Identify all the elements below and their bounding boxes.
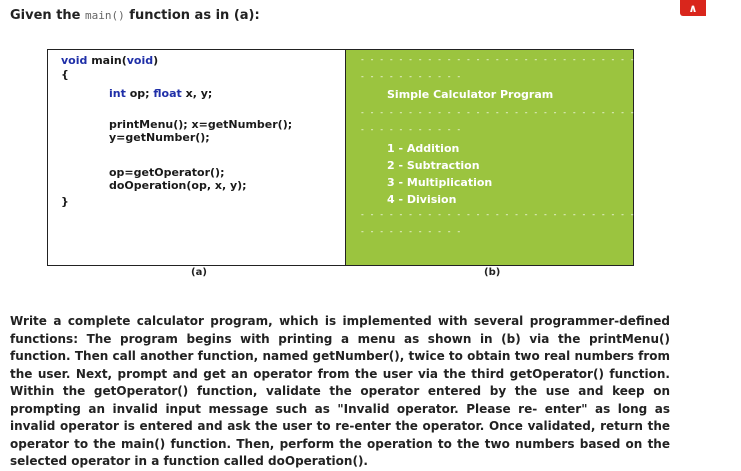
code-line-decl: int op; float x, y; — [109, 87, 213, 100]
code-close-brace: } — [61, 195, 69, 208]
heading-code: main() — [85, 9, 125, 22]
heading-suffix: function as in (a): — [124, 8, 260, 23]
menu-item-3: 3 - Multiplication — [387, 176, 493, 189]
dash-line-6: - - - - - - - - - - - — [360, 227, 462, 236]
code-panel — [47, 49, 346, 266]
dash-line-1: - - - - - - - - - - - - - - - - - - - - - - - - - - - - - - - - - - - - - - - - — [360, 55, 741, 64]
menu-item-4: 4 - Division — [387, 193, 457, 206]
menu-panel — [345, 49, 741, 266]
dash-line-5: - - - - - - - - - - - - - - - - - - - - - - - - - - - - - - - - - - - - - - - - — [360, 210, 741, 219]
heading-prefix: Given the — [10, 8, 86, 23]
dash-line-4: - - - - - - - - - - - — [360, 125, 462, 134]
caption-b: (b) — [484, 267, 501, 278]
pdf-icon[interactable]: ∧ — [680, 0, 706, 16]
code-open-brace: { — [61, 68, 69, 81]
code-line-call4: doOperation(op, x, y); — [109, 179, 247, 192]
dash-line-2: - - - - - - - - - - - — [360, 72, 462, 81]
code-line-call3: op=getOperator(); — [109, 166, 225, 179]
menu-item-1: 1 - Addition — [387, 142, 460, 155]
code-line-call1: printMenu(); x=getNumber(); — [109, 118, 293, 131]
menu-title: Simple Calculator Program — [387, 88, 554, 101]
question-paragraph: Write a complete calculator program, which is implemented with several programmer-defined functions: The program begins with printing a menu as shown in (b) via the printMenu() function. Then call another function, named getNumber(), twice to obtain two real numbers from the user. Next, prompt and get an operator from the user via the third getOperator() function. Within the getOperator() function, validate the operator entered by the use and keep on prompting an invalid input message such as "Invalid operator. Please re- enter" as long as invalid operator is entered and ask the user to re-enter the operator. Once validated, return the operator to the main() function. Then, perform the operation to the two numbers based on the selected operator in a function called doOperation(). — [10, 314, 670, 468]
code-line-call2: y=getNumber(); — [109, 131, 210, 144]
menu-item-2: 2 - Subtraction — [387, 159, 480, 172]
caption-a: (a) — [191, 267, 207, 278]
question-heading — [10, 8, 260, 23]
code-line-main: void main(void) — [61, 54, 159, 67]
dash-line-3: - - - - - - - - - - - - - - - - - - - - - - - - - - - - - - - - - - - - - - - - — [360, 108, 741, 117]
